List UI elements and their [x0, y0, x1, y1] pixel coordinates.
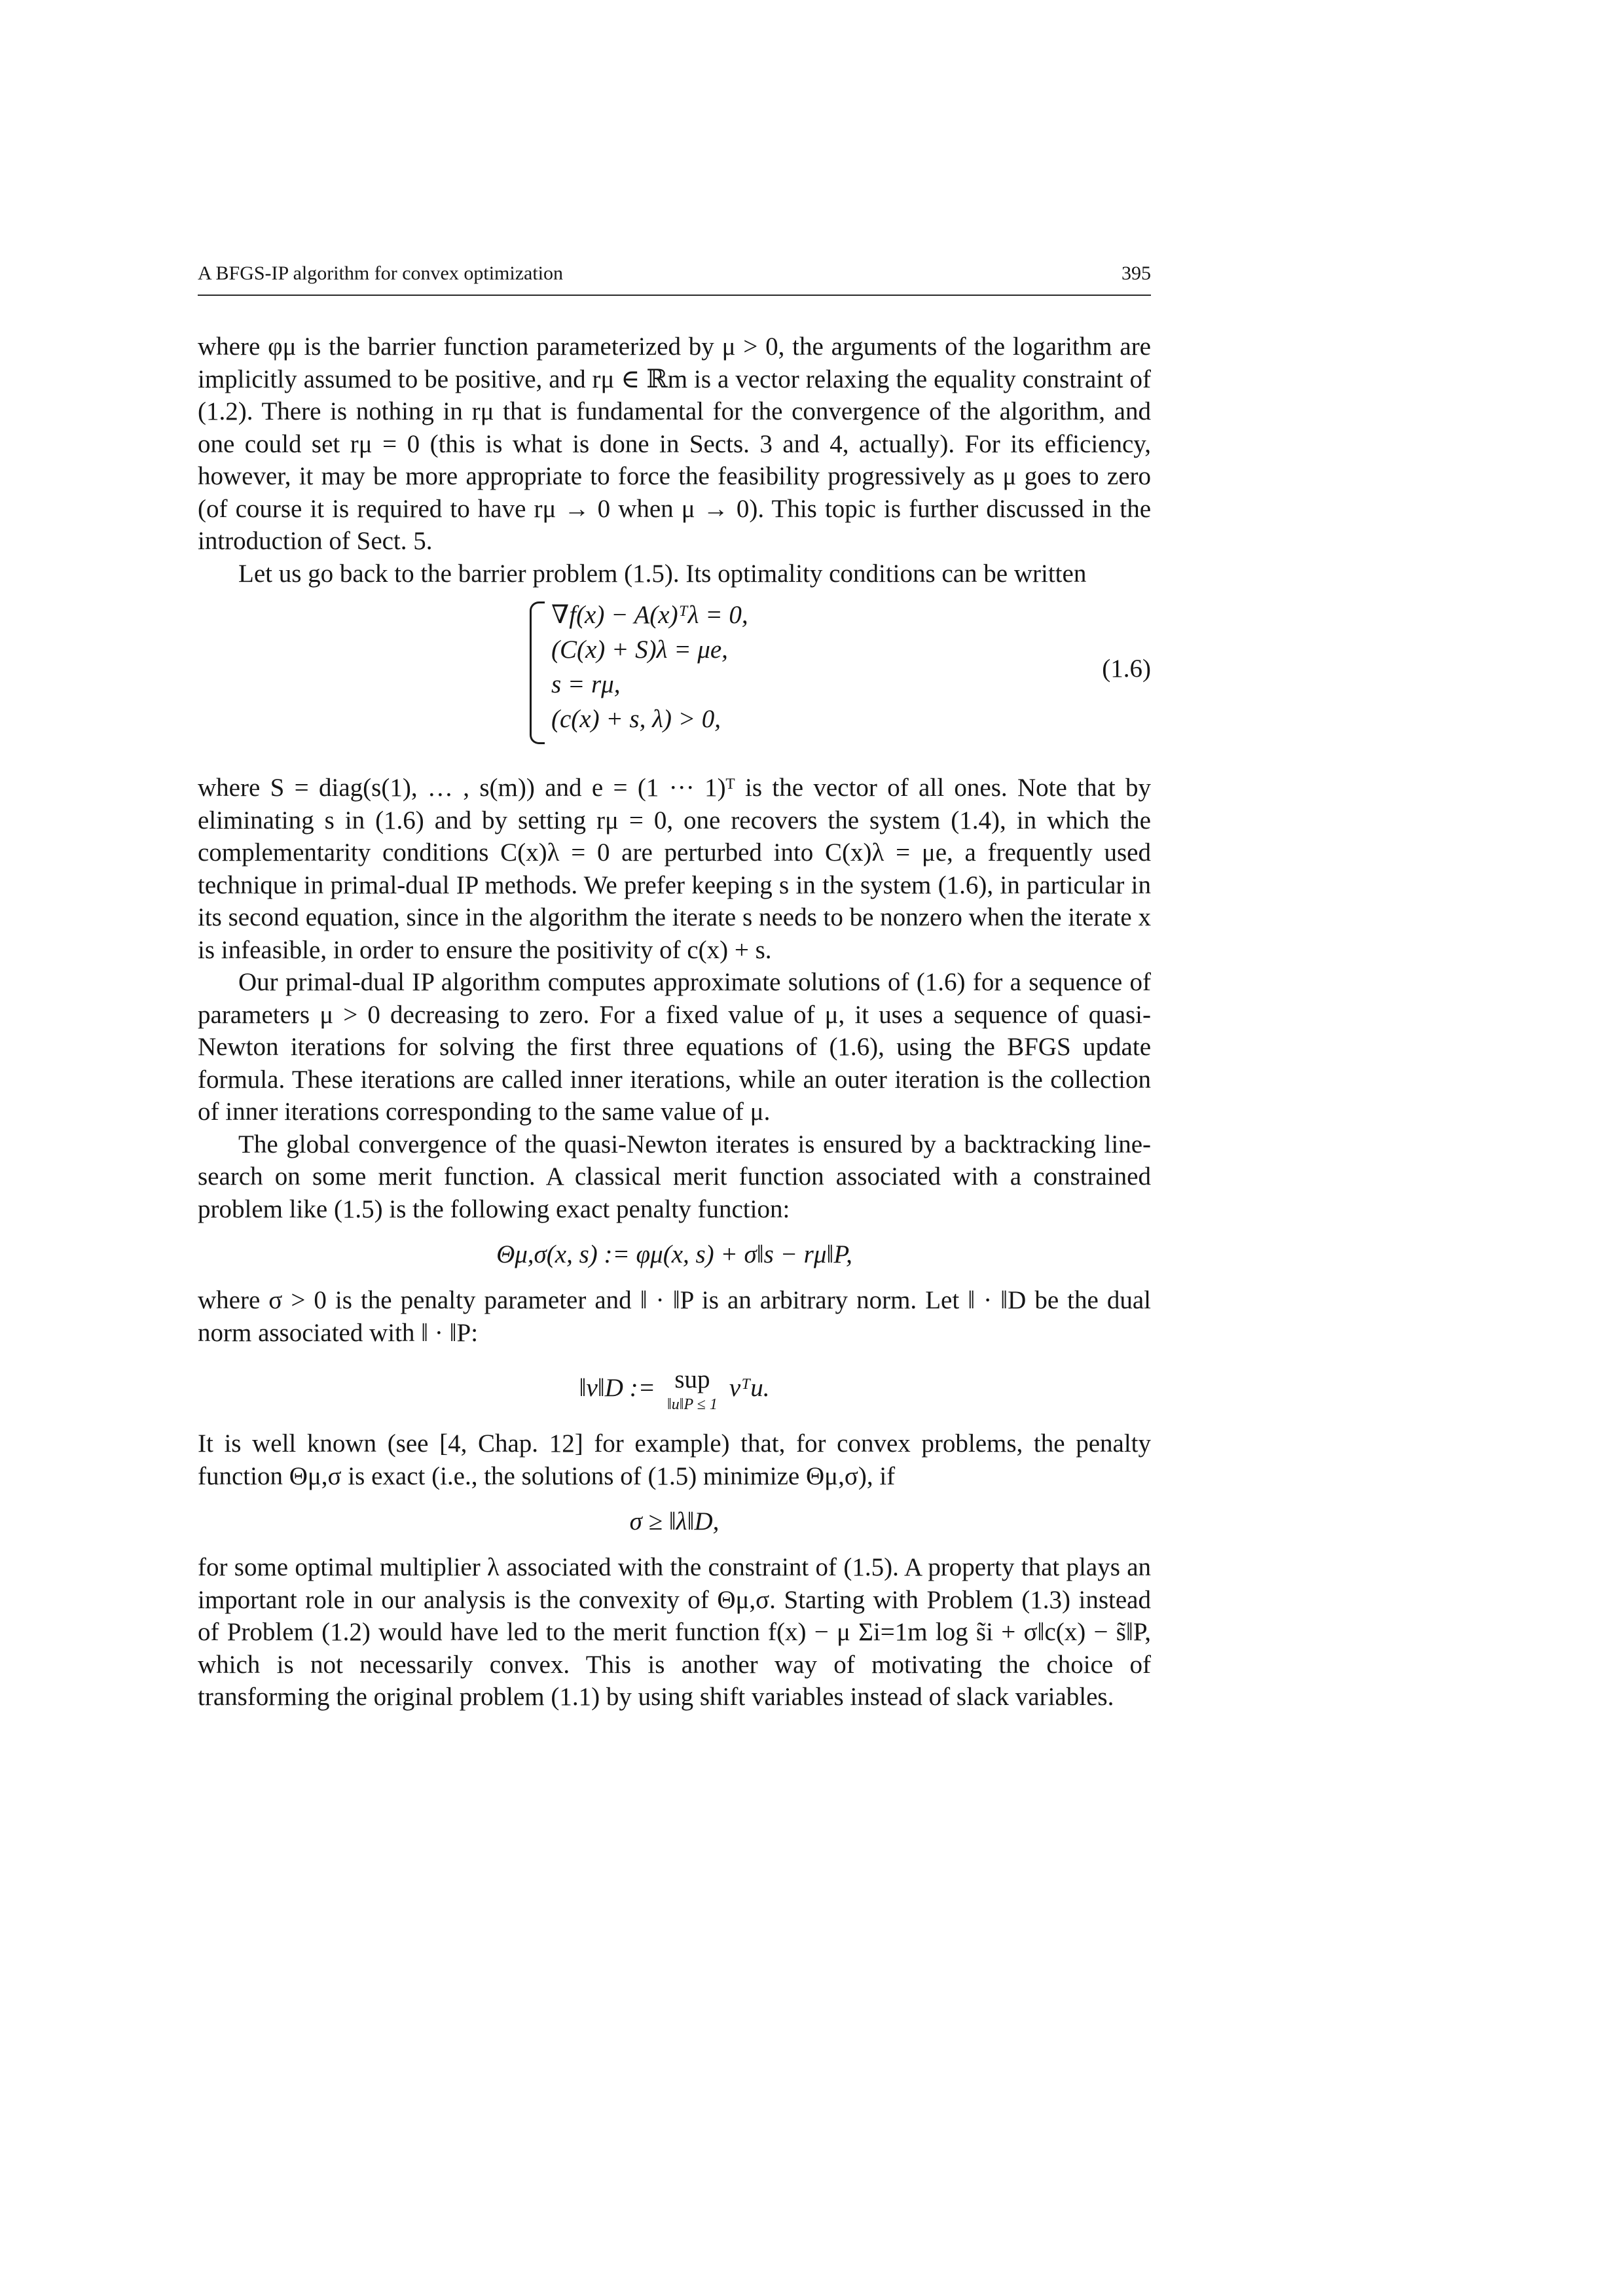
paragraph-7: It is well known (see [4, Chap. 12] for example) that, for convex problems, the penalty function Θμ,σ is exact (i.e., the solutions of (1.5) minimize Θμ,σ), if: [198, 1429, 1151, 1490]
equation-number: (1.6): [1102, 655, 1151, 683]
running-title: A BFGS-IP algorithm for convex optimization: [198, 262, 564, 284]
dual-norm-rhs: vᵀu.: [729, 1374, 770, 1403]
system-line-2: (C(x) + S)λ = μe,: [551, 636, 728, 664]
paragraph-6: where σ > 0 is the penalty parameter and ‖ · ‖P is an arbitrary norm. Let ‖ · ‖D be the dual norm associated with ‖ · ‖P:: [198, 1286, 1151, 1347]
page-body: [198, 331, 1151, 1713]
paragraph-4: Our primal-dual IP algorithm computes approximate solutions of (1.6) for a sequence of parameters μ > 0 decreasing to zero. For a fixed value of μ, it uses a sequence of quasi-Newton iterations for solving the first three equations of (1.6), using the BFGS update formula. These iterations are called inner iterations, while an outer iteration is the collection of inner iterations corresponding to the same value of μ.: [198, 968, 1151, 1126]
sup-subscript: ‖u‖P ≤ 1: [666, 1395, 718, 1413]
system-line-1: ∇f(x) − A(x)ᵀλ = 0,: [551, 601, 748, 629]
paragraph-8: for some optimal multiplier λ associated with the constraint of (1.5). A property that plays an important role in our analysis is the convexity of Θμ,σ. Starting with Problem (1.3) instead of Problem (1.2) would have led to the merit function f(x) − μ Σi=1m log s̃i + σ‖c(x) − s̃‖P, which is not necessarily convex. This is another way of motivating the choice of transforming the original problem (1.1) by using shift variables instead of slack variables.: [198, 1553, 1151, 1711]
sup-operator: [667, 1363, 718, 1413]
dual-norm-lhs: ‖v‖D :=: [579, 1374, 655, 1403]
equation-system-1-6: [198, 601, 1151, 759]
merit-function-equation: Θμ,σ(x, s) := φμ(x, s) + σ‖s − rμ‖P,: [496, 1240, 852, 1269]
paragraph-2: Let us go back to the barrier problem (1.5). Its optimality conditions can be written: [238, 559, 1087, 588]
paragraph-5: The global convergence of the quasi-Newton iterates is ensured by a backtracking line-search on some merit function. A classical merit function associated with a constrained problem like (1.5) is the following exact penalty function:: [198, 1130, 1151, 1223]
paragraph-1: where φμ is the barrier function parameterized by μ > 0, the arguments of the logarithm are implicitly assumed to be positive, and rμ ∈ ℝm is a vector relaxing the equality constraint of (1.2). There is nothing in rμ that is fundamental for the convergence of the algorithm, and one could set rμ = 0 (this is what is done in Sects. 3 and 4, actually). For its efficiency, however, it may be more appropriate to force the feasibility progressively as μ goes to zero (of course it is required to have rμ → 0 when μ → 0). This topic is further discussed in the introduction of Sect. 5.: [198, 332, 1151, 555]
left-brace: [530, 601, 545, 744]
system-line-4: (c(x) + s, λ) > 0,: [551, 705, 721, 733]
system-line-3: s = rμ,: [551, 670, 621, 698]
system-lines: [551, 598, 748, 736]
dual-norm-equation: [198, 1349, 1151, 1427]
paragraph-3: where S = diag(s(1), … , s(m)) and e = (1 ··· 1)ᵀ is the vector of all ones. Note that by eliminating s in (1.6) and by setting rμ = 0, one recovers the system (1.4), in which the complementarity conditions C(x)λ = 0 are perturbed into C(x)λ = μe, a frequently used technique in primal-dual IP methods. We prefer keeping s in the system (1.6), in particular in its second equation, since in the algorithm the iterate s needs to be nonzero when the iterate x is infeasible, in order to ensure the positivity of c(x) + s.: [198, 774, 1151, 964]
sup-label: sup: [674, 1365, 710, 1394]
sigma-condition-equation: σ ≥ ‖λ‖D,: [629, 1507, 720, 1536]
running-header: [198, 260, 1151, 296]
page-number: 395: [1122, 262, 1151, 284]
